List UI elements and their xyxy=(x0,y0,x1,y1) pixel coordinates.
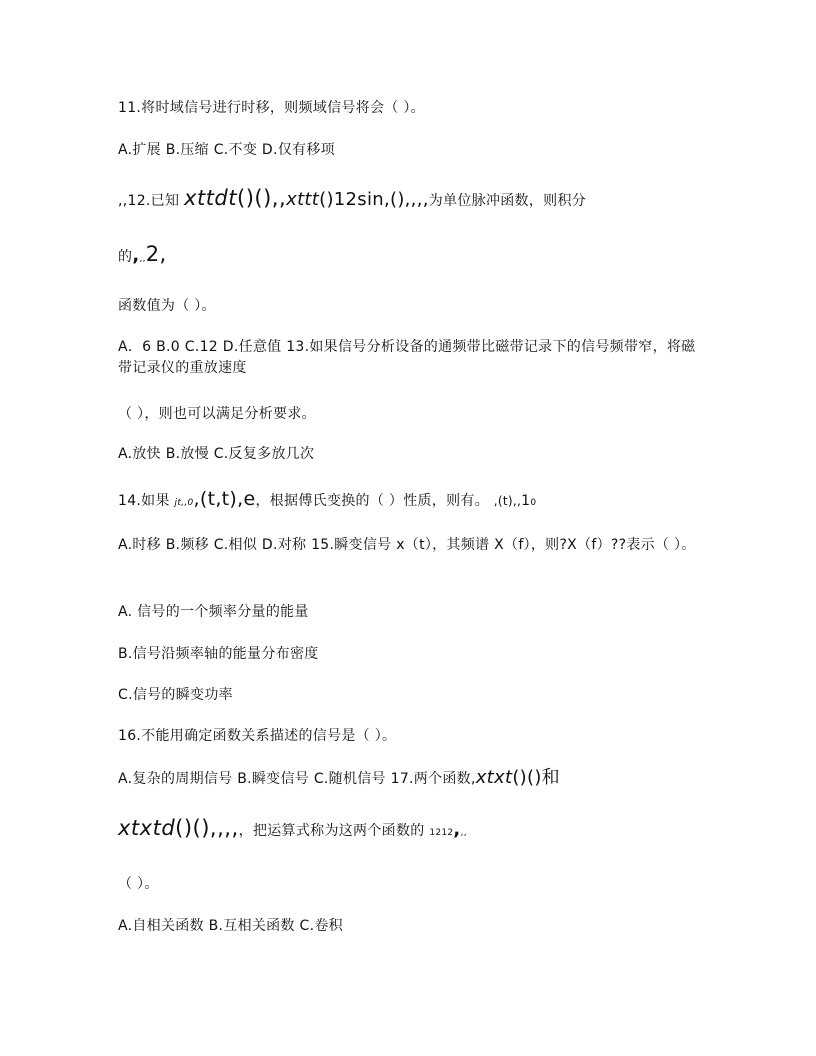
question-11: 11.将时域信号进行时移，则频域信号将会（ ）。 xyxy=(118,100,425,116)
q17-formula-2: ()()和 xyxy=(512,767,560,788)
q17-formula-4: ()(),,,, xyxy=(175,816,239,840)
q14-small-1: jt,,0 xyxy=(174,498,194,508)
question-12-line-2 xyxy=(118,244,166,269)
question-15-option-b: B.信号沿频率轴的能量分布密度 xyxy=(118,646,319,662)
q14-formula: ,(t,t),e xyxy=(193,488,256,510)
question-12-options-and-13: A．6 B.0 C.12 D.任意值 13.如果信号分析设备的通频带比磁带记录下的信号频带窄，将磁带记录仪的重放速度 xyxy=(118,339,696,376)
question-17-options: A.自相关函数 B.互相关函数 C.卷积 xyxy=(118,918,343,934)
q12-prefix: ,,12.已知 xyxy=(118,193,180,209)
question-15-option-c: C.信号的瞬变功率 xyxy=(118,687,233,703)
q14-formula-2: ,(t),, xyxy=(493,494,522,508)
question-11-options: A.扩展 B.压缩 C.不变 D.仅有移项 xyxy=(118,142,335,158)
question-12 xyxy=(118,188,586,211)
q14-prefix: 14.如果 xyxy=(118,493,170,509)
q12-line2-b: , xyxy=(132,245,140,266)
question-17-line-2 xyxy=(118,818,467,843)
q17-small: 1212 xyxy=(429,828,454,838)
q12-formula-1: xttdt xyxy=(184,186,237,210)
q14-text: ，根据傅氏变换的（ ）性质，则有。 xyxy=(255,493,490,509)
question-16: 16.不能用确定函数关系描述的信号是（ ）。 xyxy=(118,728,397,744)
q12-line2-d: 2, xyxy=(145,242,167,266)
question-13-options: A.放快 B.放慢 C.反复多放几次 xyxy=(118,446,315,462)
q17-formula-1: xtxt xyxy=(475,767,513,788)
question-16-options-and-17 xyxy=(118,768,560,789)
question-15-option-a: A. 信号的一个频率分量的能量 xyxy=(118,604,309,620)
q12-line2-c: ,, xyxy=(139,254,146,264)
question-13-line-2: （ ），则也可以满足分析要求。 xyxy=(118,406,316,422)
q17-formula-3: xtxtd xyxy=(118,816,176,840)
question-14 xyxy=(118,489,536,513)
q17-text: ，把运算式称为这两个函数的 xyxy=(238,823,425,839)
q12-line2-a: 的 xyxy=(118,249,133,265)
q14-small-2: 1 xyxy=(521,493,531,509)
question-12-line-3: 函数值为（ ）。 xyxy=(118,298,216,314)
q12-suffix: 为单位脉冲函数，则积分 xyxy=(428,193,587,209)
q12-formula-3: xttt xyxy=(286,189,320,210)
q17-tail: ,, xyxy=(460,828,467,838)
q14-small-3: 0 xyxy=(530,498,537,508)
q16-options-q17-prefix: A.复杂的周期信号 B.瞬变信号 C.随机信号 17.两个函数, xyxy=(118,771,476,787)
question-17-line-3: （ ）。 xyxy=(118,876,159,892)
q12-formula-2: ()(),, xyxy=(237,186,287,210)
q17-bold: , xyxy=(453,819,461,840)
q12-formula-4: ()12sin,(),,,, xyxy=(319,189,429,210)
question-14-options-and-15: A.时移 B.频移 C.相似 D.对称 15.瞬变信号 x（t），其频谱 X（f），则?X（f）??表示（ ）。 xyxy=(118,537,696,553)
